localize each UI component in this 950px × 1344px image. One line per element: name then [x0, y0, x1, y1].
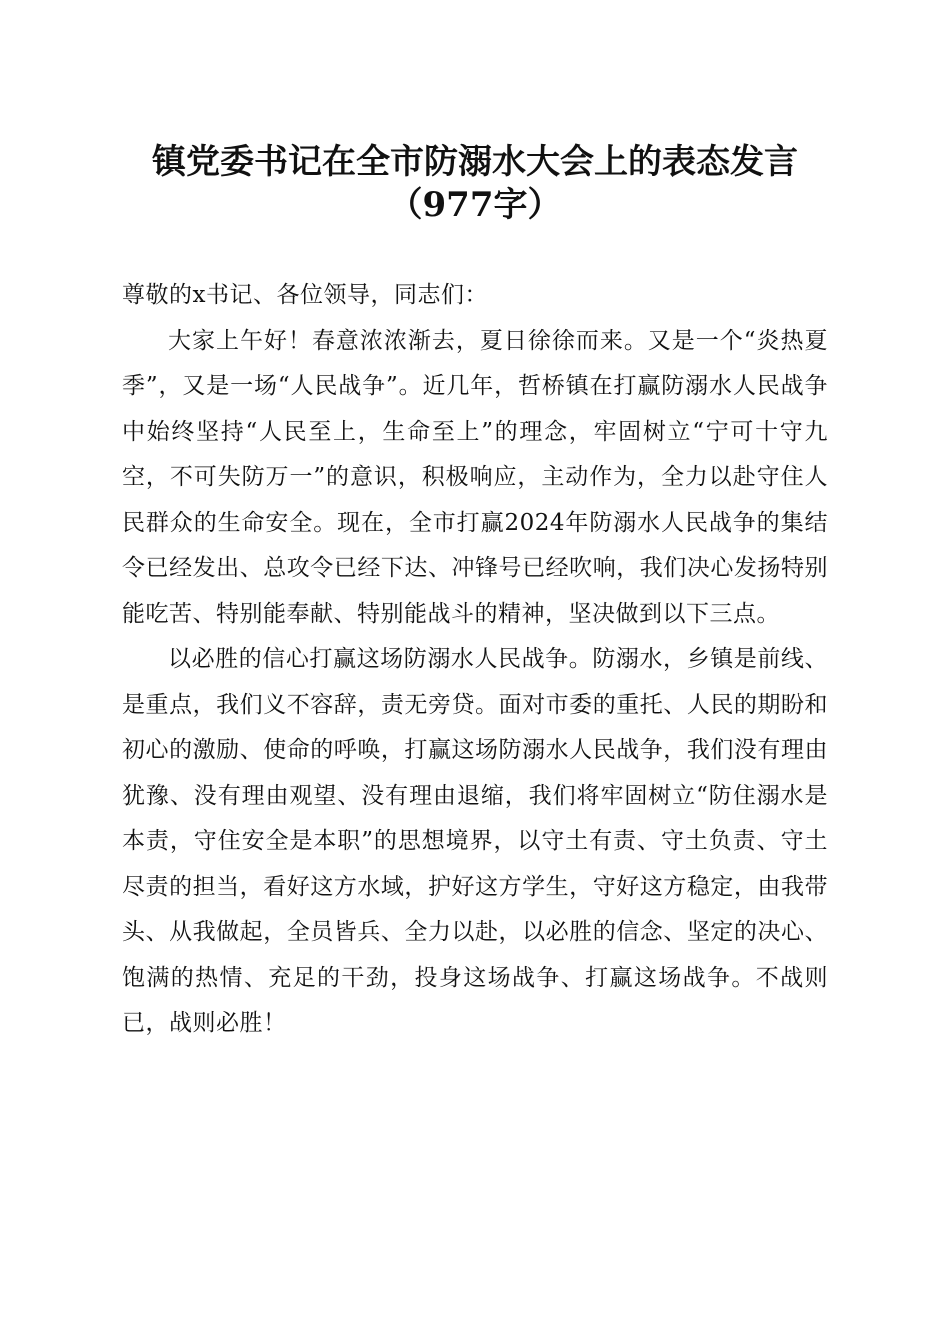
paragraph-2: 以必胜的信心打赢这场防溺水人民战争。防溺水，乡镇是前线、是重点，我们义不容辞，责无旁贷。面对市委的重托、人民的期盼和初心的激励、使命的呼唤，打赢这场防溺水人民战争，我们没有理由犹豫、没有理由观望、没有理由退缩，我们将牢固树立“防住溺水是本责，守住安全是本职”的思想境界，以守土有责、守土负责、守土尽责的担当，看好这方水域，护好这方学生，守好这方稳定，由我带头、从我做起，全员皆兵、全力以赴，以必胜的信念、坚定的决心、饱满的热情、充足的干劲，投身这场战争、打赢这场战争。不战则已，战则必胜！: [122, 646, 828, 1036]
paragraph-1: 大家上午好！春意浓浓渐去，夏日徐徐而来。又是一个“炎热夏季”，又是一场“人民战争”。近几年，哲桥镇在打赢防溺水人民战争中始终坚持“人民至上，生命至上”的理念，牢固树立“宁可十守九空，不可失防万一”的意识，积极响应，主动作为，全力以赴守住人民群众的生命安全。现在，全市打赢2024年防溺水人民战争的集结令已经发出、总攻令已经下达、冲锋号已经吹响，我们决心发扬特别能吃苦、特别能奉献、特别能战斗的精神，坚决做到以下三点。: [122, 327, 828, 627]
document-body: [122, 273, 828, 1047]
document-subtitle: （977字）: [388, 185, 562, 225]
salutation: 尊敬的x书记、各位领导，同志们：: [122, 282, 488, 308]
document-title: 镇党委书记在全市防溺水大会上的表态发言: [152, 142, 798, 182]
